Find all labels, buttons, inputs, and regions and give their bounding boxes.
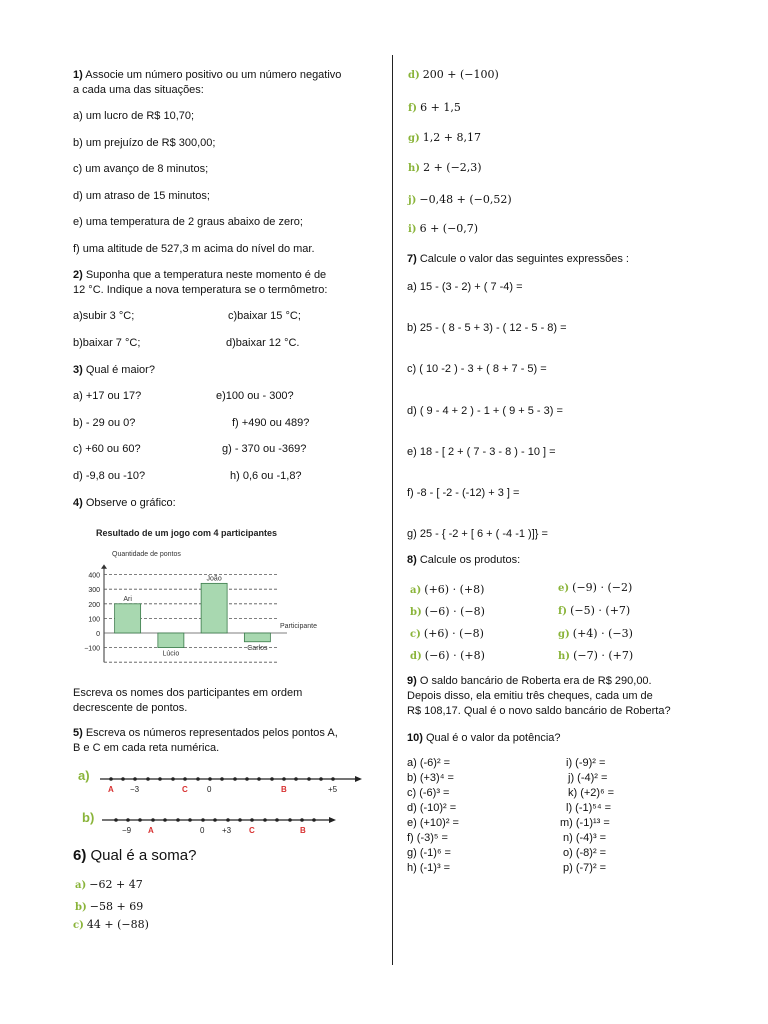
chart-tick-label: 300 [88,587,100,595]
q6-item-c-label: c) [73,920,84,931]
q10-item-p: p) (-7)² = [563,862,607,874]
chart-bar [201,583,227,633]
line-b-mark-plus3: +3 [222,826,232,835]
q6-text: Qual é a soma? [90,847,197,864]
q6-item-d [408,68,499,82]
q3-option-h: h) 0,6 ou -1,8? [230,470,302,482]
q9-line1 [407,675,652,688]
q1-text: Associe um número positivo ou um número negativo [85,69,342,81]
q10-item-h: h) (-1)³ = [407,862,451,874]
q9-line2: Depois disso, ela emitiu três cheques, cada um de [407,690,653,702]
q8-item-a-expr: (+6) · (+8) [424,583,485,596]
q1-line1 [73,69,341,82]
q5-line1 [73,727,338,740]
q6-item-f-label: f) [408,103,418,114]
q3-option-f: f) +490 ou 489? [232,417,310,429]
q8-text: Calcule os produtos: [419,554,521,566]
bar-chart [72,522,322,670]
q6-number: 6) [73,847,87,864]
number-line-a [78,765,368,797]
chart-bar-label: Ari [123,595,132,603]
q7-text: Calcule o valor das seguintes expressões : [419,253,629,265]
q10-item-l: l) (-1)⁵⁴ = [566,802,612,814]
q6-item-b-expr: −58 + 69 [89,900,144,913]
chart-title: Resultado de um jogo com 4 participantes [96,528,278,538]
q3-title [73,364,155,377]
q10-item-c: c) (-6)³ = [407,787,450,799]
q2-option-c: c)baixar 15 °C; [228,310,301,322]
q8-item-a-label: a) [410,585,422,596]
q8-item-e-label: e) [558,583,570,594]
line-b-mark-0: 0 [200,826,205,835]
q10-text: Qual é o valor da potência? [425,732,561,744]
q10-item-b: b) (+3)⁴ = [407,772,454,784]
q10-item-n: n) (-4)³ = [563,832,607,844]
number-line-b [82,808,342,840]
q6-item-i [408,222,478,236]
column-divider [392,55,393,965]
q4-instruction-line2: decrescente de pontos. [73,702,188,714]
q10-item-g: g) (-1)⁶ = [407,847,451,859]
line-b-mark-B: B [300,826,306,835]
line-a-mark-plus5: +5 [328,785,338,794]
q8-item-h-label: h) [558,651,571,662]
q6-item-d-expr: 200 + (−100) [422,68,499,81]
q6-item-i-label: i) [408,224,417,235]
q10-number: 10) [407,732,423,744]
q6-item-g [408,131,481,145]
q1-line2: a cada uma das situações: [73,84,204,96]
chart-tick-label: −100 [84,645,100,653]
q2-option-a: a)subir 3 °C; [73,310,135,322]
q10-item-j: j) (-4)² = [568,772,608,784]
q6-item-c-expr: 44 + (−88) [86,918,149,931]
q6-item-j [408,193,512,207]
q8-item-e-expr: (−9) · (−2) [572,581,633,594]
chart-bar-label: Lúcio [162,650,180,658]
q7-item-b: b) 25 - ( 8 - 5 + 3) - ( 12 - 5 - 8) = [407,322,567,334]
q10-item-o: o) (-8)² = [563,847,607,859]
q6-item-h-label: h) [408,163,421,174]
q5-text: Escreva os números representados pelos pontos A, [85,727,338,739]
line-b-mark-A: A [148,826,154,835]
q3-option-d: d) -9,8 ou -10? [73,470,146,482]
q8-title [407,554,520,567]
q8-item-b-label: b) [410,607,422,618]
q9-number: 9) [407,675,417,687]
q8-item-b-expr: (−6) · (−8) [424,605,485,618]
chart-xlabel: Participante [280,623,317,630]
q6-item-b [75,900,143,914]
chart-y-arrow [101,564,107,568]
q1-item-c: c) um avanço de 8 minutos; [73,163,209,175]
q8-item-c-expr: (+6) · (−8) [423,627,484,640]
q6-item-g-expr: 1,2 + 8,17 [422,131,481,144]
q7-item-g: g) 25 - { -2 + [ 6 + ( -4 -1 )]} = [407,528,548,540]
q8-item-d-label: d) [410,651,422,662]
q10-item-k: k) (+2)⁶ = [568,787,615,799]
chart-bar [244,633,270,642]
q8-item-g-label: g) [558,629,570,640]
q6-item-j-expr: −0,48 + (−0,52) [419,193,512,206]
q3-option-c: c) +60 ou 60? [73,443,141,455]
q8-item-c [410,627,484,641]
q3-text: Qual é maior? [85,364,155,376]
q6-item-j-label: j) [408,195,417,206]
q8-item-h-expr: (−7) · (+7) [573,649,634,662]
q6-item-g-label: g) [408,133,420,144]
q10-item-d: d) (-10)² = [407,802,457,814]
q10-item-i: i) (-9)² = [566,757,606,769]
line-a-mark-minus3: −3 [130,785,140,794]
chart-tick-label: 0 [96,631,100,638]
q7-item-d: d) ( 9 - 4 + 2 ) - 1 + ( 9 + 5 - 3) = [407,405,563,417]
q6-item-a-expr: −62 + 47 [89,878,143,891]
number-line-b-label: b) [82,810,95,825]
q3-option-b: b) - 29 ou 0? [73,417,136,429]
q10-item-f: f) (-3)⁵ = [407,832,448,844]
q7-item-e: e) 18 - [ 2 + ( 7 - 3 - 8 ) - 10 ] = [407,446,556,458]
q7-item-c: c) ( 10 -2 ) - 3 + ( 8 + 7 - 5) = [407,363,547,375]
q6-item-a-label: a) [75,880,87,891]
q4-text: Observe o gráfico: [85,497,176,509]
q1-item-e: e) uma temperatura de 2 graus abaixo de zero; [73,216,303,228]
chart-ylabel: Quantidade de pontos [112,551,181,558]
q8-item-h [558,649,633,663]
q10-item-a: a) (-6)² = [407,757,451,769]
q8-item-c-label: c) [410,629,421,640]
q6-item-f-expr: 6 + 1,5 [420,101,461,114]
q8-item-g-expr: (+4) · (−3) [572,627,633,640]
q2-option-d: d)baixar 12 °C. [226,337,300,349]
q6-title [73,847,196,865]
q6-item-h [408,161,482,175]
q7-item-a: a) 15 - (3 - 2) + ( 7 -4) = [407,281,523,293]
q3-option-a: a) +17 ou 17? [73,390,142,402]
q2-option-b: b)baixar 7 °C; [73,337,141,349]
q8-item-f-label: f) [558,606,568,617]
q6-item-d-label: d) [408,70,420,81]
line-b-mark-minus9: −9 [122,826,132,835]
q3-number: 3) [73,364,83,376]
q1-item-d: d) um atraso de 15 minutos; [73,190,210,202]
line-a-mark-C: C [182,785,188,794]
q8-item-g [558,627,633,641]
chart-tick-label: 400 [88,572,100,580]
q9-line3: R$ 108,17. Qual é o novo saldo bancário de Roberta? [407,705,671,717]
q2-number: 2) [73,269,83,281]
q6-item-a [75,878,143,892]
q1-item-b: b) um prejuízo de R$ 300,00; [73,137,216,149]
q8-item-b [410,605,485,619]
q7-number: 7) [407,253,417,265]
q2-text: Suponha que a temperatura neste momento é de [85,269,327,281]
q7-title [407,253,629,266]
q4-number: 4) [73,497,83,509]
q10-item-m: m) (-1)¹³ = [560,817,610,829]
line-a-mark-B: B [281,785,287,794]
chart-tick-label: 100 [88,616,100,624]
q9-text: O saldo bancário de Roberta era de R$ 290,00. [419,675,652,687]
q1-number: 1) [73,69,83,81]
chart-bar-label: Carlos [247,644,268,652]
q6-item-h-expr: 2 + (−2,3) [423,161,482,174]
q10-title [407,732,561,745]
q6-item-c [73,918,149,932]
q1-item-a: a) um lucro de R$ 10,70; [73,110,195,122]
q2-line2: 12 °C. Indique a nova temperatura se o termômetro: [73,284,328,296]
q8-item-f [558,604,630,618]
q6-item-b-label: b) [75,902,87,913]
chart-bar [158,633,184,648]
q6-item-f [408,101,461,115]
q3-option-e: e)100 ou - 300? [216,390,294,402]
q8-item-a [410,583,484,597]
line-b-mark-C: C [249,826,255,835]
chart-bar [115,604,141,633]
q5-number: 5) [73,727,83,739]
number-line-a-label: a) [78,768,90,783]
q6-item-i-expr: 6 + (−0,7) [419,222,479,235]
q8-item-d-expr: (−6) · (+8) [424,649,485,662]
line-a-mark-0: 0 [207,785,212,794]
q8-item-d [410,649,485,663]
q3-option-g: g) - 370 ou -369? [222,443,307,455]
q8-item-f-expr: (−5) · (+7) [570,604,631,617]
chart-bar-label: João [206,575,222,583]
q4-title [73,497,176,510]
q5-line2: B e C em cada reta numérica. [73,742,220,754]
line-a-mark-A: A [108,785,114,794]
q8-number: 8) [407,554,417,566]
q10-item-e: e) (+10)² = [407,817,459,829]
q7-item-f: f) -8 - [ -2 - (-12) + 3 ] = [407,487,520,499]
q8-item-e [558,581,632,595]
q2-line1 [73,269,326,282]
chart-tick-label: 200 [88,601,100,609]
q1-item-f: f) uma altitude de 527,3 m acima do nível do mar. [73,243,315,255]
q4-instruction-line1: Escreva os nomes dos participantes em ordem [73,687,303,699]
